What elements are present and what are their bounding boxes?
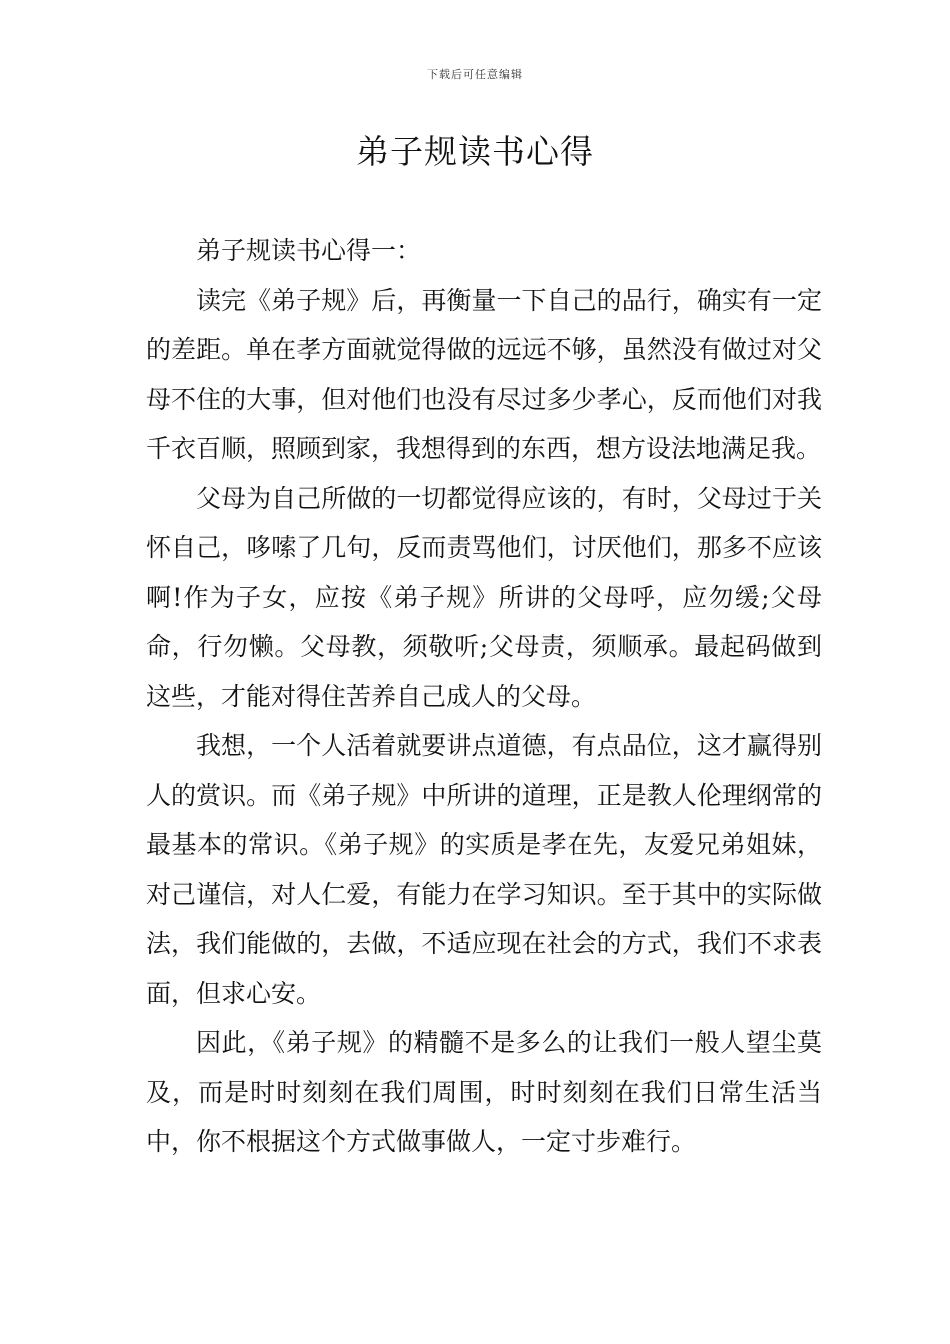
header-note: 下载后可任意编辑 [427, 68, 523, 81]
document-body [146, 226, 822, 1167]
paragraph-subtitle: 弟子规读书心得一： [196, 236, 422, 265]
document-title: 弟子规读书心得 [356, 132, 594, 171]
paragraph: 读完《弟子规》后，再衡量一下自己的品行，确实有一定的差距。单在孝方面就觉得做的远远不够，虽然没有做过对父母不住的大事，但对他们也没有尽过多少孝心，反而他们对我千衣百顺，照顾到家，我想得到的东西，想方设法地满足我。 [146, 285, 822, 463]
paragraph: 我想，一个人活着就要讲点道德，有点品位，这才赢得别人的赏识。而《弟子规》中所讲的道理，正是教人伦理纲常的最基本的常识。《弟子规》的实质是孝在先，友爱兄弟姐妹，对己谨信，对人仁爱，有能力在学习知识。至于其中的实际做法，我们能做的，去做，不适应现在社会的方式，我们不求表面，但求心安。 [146, 731, 822, 1008]
paragraph: 因此，《弟子规》的精髓不是多么的让我们一般人望尘莫及，而是时时刻刻在我们周围，时时刻刻在我们日常生活当中，你不根据这个方式做事做人，一定寸步难行。 [146, 1028, 822, 1156]
paragraph: 父母为自己所做的一切都觉得应该的，有时，父母过于关怀自己，哆嗦了几句，反而责骂他们，讨厌他们，那多不应该啊!作为子女，应按《弟子规》所讲的父母呼，应勿缓;父母命，行勿懒。父母教，须敬听;父母责，须顺承。最起码做到这些，才能对得住苦养自己成人的父母。 [146, 483, 822, 711]
